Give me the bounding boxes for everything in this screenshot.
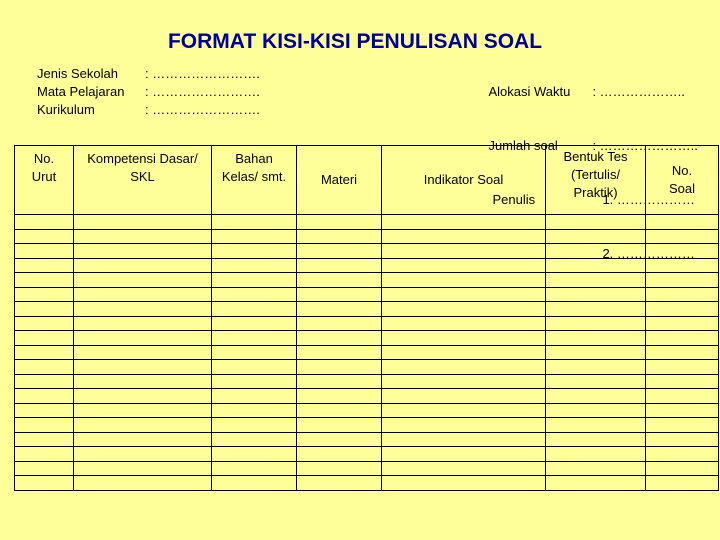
table-cell [15,302,74,317]
table-cell [382,476,546,491]
table-cell [15,345,74,360]
mata-pelajaran-row [37,83,260,101]
jumlah-soal-value: : ………………….. [592,138,698,153]
kurikulum-value: : ……………………. [145,102,260,117]
table-cell [546,418,646,433]
table-cell [74,476,212,491]
table-cell [212,215,297,230]
alokasi-waktu-label: Alokasi Waktu [488,84,571,99]
penulis-label: Penulis [492,192,536,207]
mata-pelajaran-value: : ……………………. [145,84,260,99]
table-cell [382,331,546,346]
table-cell [212,432,297,447]
table-row [15,389,719,404]
table-cell [382,229,546,244]
header-bahan: Bahan Kelas/ smt. [212,146,297,215]
table-cell [297,273,382,288]
table-cell [646,229,719,244]
penulis-value-1: 1. ……………… [602,192,695,207]
penulis-value-2: 2. ……………… [602,246,695,261]
kurikulum-label: Kurikulum [37,102,95,117]
table-cell [15,418,74,433]
table-cell [297,418,382,433]
table-cell [646,403,719,418]
table-row [15,302,719,317]
table-cell [74,302,212,317]
school-info [37,65,260,119]
table-cell [382,273,546,288]
table-cell [546,316,646,331]
table-cell [382,215,546,230]
table-cell [74,389,212,404]
table-cell [382,374,546,389]
table-cell [74,287,212,302]
table-cell [297,360,382,375]
alokasi-waktu-value: : ……………….. [592,84,685,99]
jenis-sekolah-row [37,65,260,83]
table-cell [15,476,74,491]
table-cell [646,374,719,389]
table-cell [212,229,297,244]
table-cell [74,244,212,259]
table-row [15,215,719,230]
table-cell [297,461,382,476]
table-cell [382,258,546,273]
table-cell [382,418,546,433]
table-cell [646,302,719,317]
header-indikator: Indikator Soal [382,146,546,215]
table-cell [74,403,212,418]
table-cell [646,215,719,230]
table-cell [646,287,719,302]
table-row [15,229,719,244]
table-row [15,447,719,462]
table-cell [546,374,646,389]
table-cell [212,331,297,346]
table-cell [546,287,646,302]
table-cell [546,215,646,230]
table-header-row [15,146,719,215]
table-cell [646,447,719,462]
table-cell [297,316,382,331]
table-cell [74,331,212,346]
table-cell [546,229,646,244]
table-cell [15,287,74,302]
table-cell [297,287,382,302]
table-cell [646,331,719,346]
table-cell [382,244,546,259]
table-row [15,287,719,302]
table-cell [212,258,297,273]
table-row [15,360,719,375]
table-cell [74,418,212,433]
kisi-kisi-table [14,145,719,491]
table-cell [646,244,719,259]
table-cell [646,345,719,360]
jenis-sekolah-value: : ……………………. [145,66,260,81]
table-cell [646,360,719,375]
table-cell [382,389,546,404]
table-cell [297,432,382,447]
table-cell [15,360,74,375]
table-cell [546,331,646,346]
table-cell [546,360,646,375]
alokasi-waktu-row [474,65,698,119]
table-row [15,331,719,346]
table-cell [297,331,382,346]
table-cell [546,432,646,447]
table-cell [546,345,646,360]
table-cell [74,447,212,462]
table-cell [297,476,382,491]
table-cell [646,389,719,404]
table-cell [297,447,382,462]
table-row [15,461,719,476]
table-row [15,244,719,259]
table-cell [546,273,646,288]
table-cell [382,345,546,360]
table-cell [646,476,719,491]
table-cell [74,345,212,360]
table-cell [546,258,646,273]
table-cell [382,316,546,331]
table-cell [297,229,382,244]
table-cell [382,447,546,462]
table-cell [297,258,382,273]
table-cell [297,215,382,230]
table-cell [74,374,212,389]
table-row [15,374,719,389]
table-cell [297,403,382,418]
table-cell [15,432,74,447]
table-cell [646,432,719,447]
table-cell [74,215,212,230]
table-cell [297,345,382,360]
table-cell [212,476,297,491]
table-body [15,215,719,491]
table-cell [212,403,297,418]
table-row [15,316,719,331]
table-cell [15,374,74,389]
table-cell [15,316,74,331]
table-cell [212,374,297,389]
table-cell [74,360,212,375]
table-cell [297,374,382,389]
table-cell [382,360,546,375]
table-cell [15,447,74,462]
table-cell [212,287,297,302]
table-cell [212,273,297,288]
table-cell [646,273,719,288]
table-cell [212,418,297,433]
table-cell [646,418,719,433]
table-cell [546,476,646,491]
table-cell [74,461,212,476]
table-cell [15,244,74,259]
table-cell [646,258,719,273]
header-no-urut: No. Urut [15,146,74,215]
table-cell [212,316,297,331]
table-row [15,273,719,288]
table-cell [74,273,212,288]
table-cell [297,389,382,404]
table-cell [646,316,719,331]
table-row [15,258,719,273]
table-cell [297,302,382,317]
table-cell [212,302,297,317]
table-row [15,476,719,491]
header-bentuk-tes: Bentuk Tes (Tertulis/ Praktik) [546,146,646,215]
table-cell [74,432,212,447]
table-cell [15,258,74,273]
table-cell [546,302,646,317]
table-cell [74,316,212,331]
table-cell [297,244,382,259]
header-materi: Materi [297,146,382,215]
table-cell [212,360,297,375]
table-cell [546,244,646,259]
table-cell [382,302,546,317]
table-cell [382,432,546,447]
table-row [15,418,719,433]
table-cell [382,403,546,418]
table-cell [15,461,74,476]
table-cell [15,389,74,404]
kurikulum-row [37,101,260,119]
table-cell [15,403,74,418]
table-cell [212,461,297,476]
header-no-soal: No. Soal [646,146,719,215]
table-cell [212,447,297,462]
jumlah-soal-label: Jumlah soal [488,138,558,153]
table-cell [74,229,212,244]
jenis-sekolah-label: Jenis Sekolah [37,66,118,81]
table-cell [212,244,297,259]
table-cell [546,403,646,418]
table-cell [546,389,646,404]
table-row [15,403,719,418]
table-cell [15,331,74,346]
table-cell [382,461,546,476]
table-cell [74,258,212,273]
table-cell [15,215,74,230]
page-title: FORMAT KISI-KISI PENULISAN SOAL [167,30,543,53]
table-cell [15,229,74,244]
header-kompetensi: Kompetensi Dasar/ SKL [74,146,212,215]
table-cell [546,461,646,476]
table-cell [212,345,297,360]
mata-pelajaran-label: Mata Pelajaran [37,84,125,99]
table-row [15,432,719,447]
table-cell [212,389,297,404]
table-cell [546,447,646,462]
table-cell [15,273,74,288]
table-row [15,345,719,360]
table-cell [382,287,546,302]
table-cell [646,461,719,476]
